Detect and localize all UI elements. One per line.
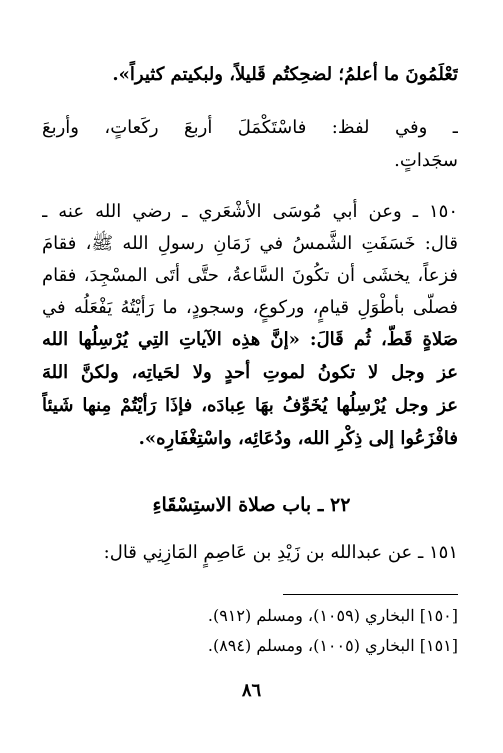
hadith-150-line-5: صَلاةٍ قَطُّ، ثُم قَالَ: «إنَّ هذِه الآياتِ التِي يُرْسِلُها الله: [42, 329, 458, 350]
footnote-separator: [283, 594, 458, 595]
hadith-150-line-2: قال: خَسَفَتِ الشَّمسُ في زَمَانِ رسولِ الله ﷺ، فقامَ: [42, 233, 458, 254]
text-line-2: ـ وفي لفظ: فاسْتَكْمَلَ أربعَ ركَعاتٍ، وأربعَ: [42, 117, 458, 138]
hadith-150-line-7: عز وجل يُرْسِلُها يُخَوِّفُ بهَا عِبادَه، فإذَا رَأيْتُمْ مِنها شَيئاً: [42, 395, 458, 416]
hadith-150-line-4: فصلَّى بأطْوَلِ قيامٍ، وركوعٍ، وسجودٍ، ما رَأيْتُهُ يَفْعَلُه في: [42, 297, 458, 318]
hadith-150-line-1: ١٥٠ ـ وعن أبي مُوسَى الأشْعَري ـ رضي الله عنه ـ: [42, 201, 458, 222]
footnote-150: [١٥٠] البخاري (١٠٥٩)، ومسلم (٩١٢).: [207, 606, 458, 625]
hadith-151-line-1: ١٥١ ـ عن عبدالله بن زَيْدِ بن عَاصِمٍ المَازِنِي قال:: [103, 542, 458, 563]
text-line-1: تَعْلَمُونَ ما أعلمُ؛ لضحِكتُم قَليلاً، ولبكيتم كثيراً».: [112, 64, 458, 85]
hadith-150-line-3: فزعاً، يخشَى أن تكُونَ السَّاعةُ، حتَّى أتَى المسْجِدَ، فقام: [42, 265, 458, 286]
hadith-150-line-8: فافْزَعُوا إلى ذِكْرِ الله، ودُعَائِه، واسْتِغْفَارِه».: [138, 428, 458, 449]
page-number: ٨٦: [241, 680, 262, 701]
footnote-151: [١٥١] البخاري (١٠٠٥)، ومسلم (٨٩٤).: [207, 636, 458, 655]
text-line-3: سجَداتٍ.: [394, 150, 458, 171]
chapter-heading: ٢٢ ـ باب صلاة الاستِسْقَاءِ: [152, 494, 351, 516]
hadith-150-line-6: عز وجل لا تكونُ لموتِ أحدٍ ولا لحَياتِه، ولكنَّ اللهَ: [42, 362, 458, 383]
